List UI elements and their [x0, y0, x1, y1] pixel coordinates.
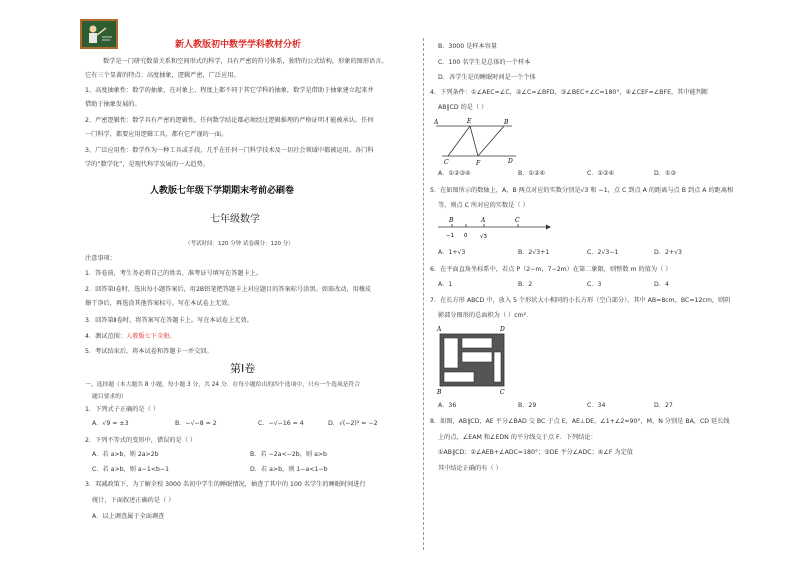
- q1-option-c: C．−√−16 = 4: [258, 420, 304, 427]
- q6-option-b: B．2: [518, 281, 533, 288]
- q5-option-c: C．2√3−1: [587, 249, 619, 256]
- note-item: 2．回答第Ⅰ卷时，选出每小题答案后，用2B铅笔把答题卡上对应题目的答案标号涂黑。如需改动，用橡皮: [85, 286, 372, 293]
- exam-subtitle: 七年级数学: [210, 214, 260, 225]
- fig-label: B: [437, 389, 442, 396]
- exam-title: 人教版七年级下学期期末考前必刷卷: [150, 186, 295, 196]
- q2-option-c: C．若 a>b，则 a−1<b−1: [92, 466, 170, 473]
- question-3: 3．双减政策下，为了解全校 3000 名初中学生的睡眠情况，抽查了其中的 100 名学生的睡眠时间进行: [85, 481, 366, 488]
- fig-label: D: [500, 326, 505, 333]
- axis-label: B: [449, 217, 454, 224]
- fig-label: A: [434, 119, 439, 126]
- question-5: 5．在如图所示的数轴上，A，B 两点对应的实数分别是√3 和 −1，点 C 到点 A 的距离与点 B 到点 A 的距离相: [430, 187, 734, 194]
- fig-label: C: [444, 159, 449, 166]
- q1-option-d: D．√(−2)² = −2: [328, 420, 378, 427]
- exam-meta: （考试时间：120 分钟 试卷满分：120 分）: [185, 241, 294, 247]
- logo-image: [80, 19, 118, 49]
- q5-number-line: [436, 214, 552, 244]
- q6-option-a: A．1: [438, 281, 453, 288]
- question-6: 6．在平面直角坐标系中，若点 P（2−m，7−2m）在第二象限，则整数 m 的值为（ ）: [430, 266, 672, 273]
- q3-option-d: D．各学生是的睡眠时间是一个个体: [438, 74, 536, 81]
- q2-option-b: B．若 −2a<−2b，则 a>b: [250, 451, 327, 458]
- question-8-statements: ①AB∥CD；②∠AEB+∠ADC=180°；③DE 平分∠ADC；④∠F 为定值: [438, 449, 633, 456]
- question-8: 8．如图，AB∥CD，AE 平分∠BAD 交 BC 于点 E，AE⊥DE，∠1+∠2=90°，M，N 分别是 BA，CD 延长线: [430, 418, 730, 425]
- intro-line: 1、高度抽象性：数学的抽象，在对象上、程度上都不同于其它学科的抽象，数学是借助于抽象建立起来并: [85, 87, 374, 94]
- header-title: 新人教版初中数学学科教材分析: [175, 40, 302, 50]
- note-item: 5．考试结束后，将本试卷和答题卡一并交回。: [85, 348, 213, 355]
- intro-line: 3、广泛应用性：数学作为一种工具或手段，几乎在任何一门科学技术及一切社会领域中都被运用。各门科: [85, 147, 374, 154]
- q5-option-a: A．1+√3: [438, 249, 466, 256]
- question-4: 4．下列条件：①∠AEC=∠C，②∠C=∠BFD，③∠BEC+∠C=180°，④∠CEF=∠BFE，其中能判断: [430, 89, 709, 96]
- note-item: 3．回答第Ⅱ卷时，将答案写在答题卡上。写在本试卷上无效。: [85, 317, 253, 324]
- fig-label: F: [476, 160, 481, 167]
- question-7-cont: 影部分图形的总面积为（ ）cm².: [438, 312, 529, 319]
- note-range-value: 人教版七下全册。: [126, 333, 176, 340]
- q6-option-c: C．3: [587, 281, 602, 288]
- teacher-icon: [82, 21, 116, 47]
- q5-option-d: D．2+√3: [654, 249, 682, 256]
- intro-line: 它有三个显著的特点：高度抽象，逻辑严密，广泛应用。: [85, 72, 240, 79]
- question-4-cont: AB∥CD 的是（ ）: [438, 104, 488, 111]
- q4-option-c: C．①③④: [587, 170, 615, 177]
- q7-option-b: B．29: [518, 402, 537, 409]
- intro-line: 学的“数学化”，是现代科学发展的一大趋势。: [85, 161, 209, 168]
- question-5-cont: 等，则点 C 所对应的实数是（ ）: [438, 202, 529, 209]
- axis-label: C: [515, 217, 520, 224]
- q5-option-b: B．2√3+1: [518, 249, 550, 256]
- note-item-range: [85, 333, 176, 341]
- axis-label: 0: [464, 233, 468, 239]
- notes-heading: 注意事项：: [85, 255, 116, 262]
- q2-option-a: A．若 a>b，则 2a>2b: [92, 451, 159, 458]
- mc-intro: 题目要求的）: [92, 394, 127, 400]
- axis-label: −1: [446, 233, 455, 239]
- q3-option-a: A．以上调查属于全面调查: [92, 513, 165, 520]
- fig-label: D: [508, 158, 513, 165]
- q4-option-d: D．①③: [654, 170, 677, 177]
- q4-option-a: A．①②③④: [438, 170, 471, 177]
- q6-option-d: D．4: [654, 281, 669, 288]
- q1-option-a: A．√9 = ±3: [92, 420, 129, 427]
- question-7: 7．在长方形 ABCD 中，放入 5 个形状大小相同的小长方形（空白部分），其中 AB=8cm，BC=12cm，则阴: [430, 297, 731, 304]
- section-title: 第Ⅰ卷: [230, 362, 256, 375]
- q7-option-c: C．34: [587, 402, 606, 409]
- q3-option-b: B．3000 是样本容量: [438, 43, 498, 50]
- intro-line: 数学是一门研究数量关系和空间形式的科学，具有严密的符号体系，独特的公式结构，形象的图形语言。: [103, 58, 388, 65]
- fig-label: B: [504, 119, 509, 126]
- q3-option-c: C．100 名学生是总体的一个样本: [438, 59, 531, 66]
- q4-option-b: B．①②④: [518, 170, 546, 177]
- question-8-cont: 上的点，∠EAM 和∠EDN 的平分线交于点 F．下列结论：: [438, 434, 597, 441]
- q7-option-d: D．27: [654, 402, 673, 409]
- axis-label: √3: [480, 234, 488, 240]
- question-2: 2．下列不等式的变形中，错误的是（ ）: [85, 437, 197, 444]
- intro-line: 借助于抽象发展的。: [85, 101, 141, 108]
- q7-figure: [434, 322, 514, 396]
- question-8-ask: 其中结论正确的有（ ）: [438, 465, 502, 472]
- question-1: 1．下列式子正确的是（ ）: [85, 406, 159, 413]
- note-item: 擦干净后，再选涂其他答案标号。写在本试卷上无效。: [85, 300, 234, 307]
- fig-label: E: [467, 118, 472, 125]
- axis-label: A: [481, 217, 486, 224]
- mc-intro: 一、选择题（本大题共 8 小题，每小题 3 分，共 24 分．在每小题给出的四个选项中，只有一个选项是符合: [85, 382, 361, 388]
- intro-line: 2、严密逻辑性：数学具有严密的逻辑性，任何数学结论都必须经过逻辑推理的严格证明才能被承认。任何: [85, 117, 374, 124]
- intro-line: 一门科学，都要应用逻辑工具，都有它严谨的一面。: [85, 131, 228, 138]
- q7-option-a: A．36: [438, 402, 457, 409]
- column-divider: [423, 38, 424, 550]
- q4-figure: [432, 116, 522, 168]
- fig-label: C: [500, 389, 505, 396]
- q1-option-b: B．−√−8 = 2: [175, 420, 217, 427]
- note-item: 1．答卷前，考生务必将自己的姓名、准考证号填写在答题卡上。: [85, 270, 263, 277]
- fig-label: A: [437, 326, 442, 333]
- question-3-cont: 统计，下面叙述正确的是（ ）: [92, 497, 175, 504]
- q2-option-d: D．若 a>b，则 1−a<1−b: [250, 466, 328, 473]
- note-range-prefix: 4．测试范围：: [85, 333, 127, 340]
